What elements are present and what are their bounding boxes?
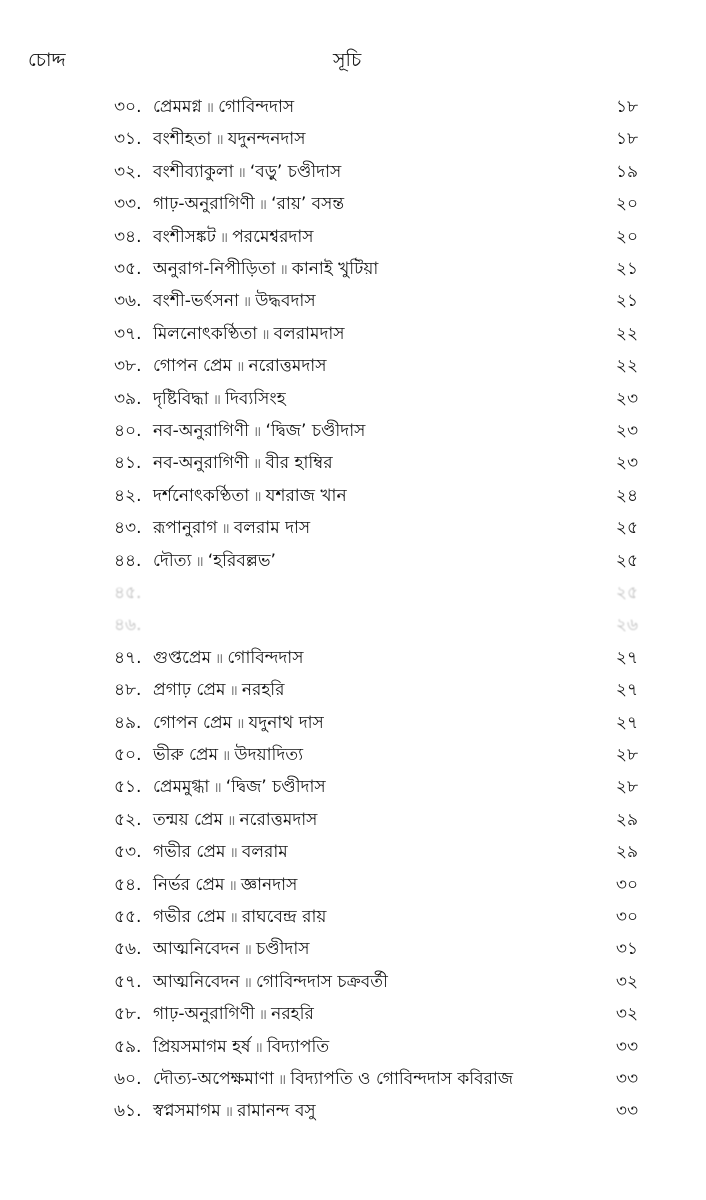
separator-mark: ॥ <box>215 132 224 149</box>
poem-title: রূপানুরাগ <box>153 518 218 539</box>
toc-row <box>0 805 706 835</box>
toc-row <box>0 1032 706 1062</box>
page-number: ৩২ <box>615 971 638 992</box>
entry-number: ৪২. <box>114 485 142 506</box>
poet-name: বিদ্যাপতি ও গোবিন্দদাস কবিরাজ <box>290 1069 514 1089</box>
page-number: ২৩ <box>615 388 638 409</box>
poet-name: বিদ্যাপতি <box>266 1036 330 1057</box>
page-number: ১৯ <box>615 161 638 182</box>
entry-title-line <box>153 1032 329 1063</box>
poem-title: অনুরাগ-নিপীড়িতা <box>153 259 276 279</box>
separator-mark: ॥ <box>254 1039 263 1056</box>
entry-number: ৩৬. <box>114 291 142 312</box>
toc-row <box>0 643 706 673</box>
poem-title: বংশী-ভর্ৎসনা <box>153 291 239 312</box>
poem-title: আত্মনিবেদন <box>153 971 240 992</box>
page-number: ২৭ <box>615 680 638 701</box>
poem-title: বংশীহতা <box>153 129 212 150</box>
entry-number: ৩৯. <box>114 388 142 409</box>
poem-title: গোপন প্রেম <box>153 356 233 377</box>
poet-name: রাঘবেন্দ্র রায় <box>241 907 327 927</box>
toc-row <box>0 1096 706 1126</box>
entry-title-line <box>153 902 326 933</box>
separator-mark: ॥ <box>253 456 262 473</box>
entry-number: ৫২. <box>114 809 142 830</box>
toc-row <box>0 578 706 608</box>
page-number: ৩২ <box>615 1004 638 1025</box>
toc-row <box>0 546 706 576</box>
separator-mark: ॥ <box>236 715 245 732</box>
entry-title-line <box>153 481 347 512</box>
separator-mark: ॥ <box>242 294 252 311</box>
separator-mark: ॥ <box>253 488 262 505</box>
poet-name: গোবিন্দদাস চক্রবর্তী <box>255 971 388 992</box>
poet-name: যদুনাথ দাস <box>248 712 324 733</box>
toc-row <box>0 481 706 511</box>
separator-mark: ॥ <box>215 650 224 667</box>
page-number: ২৭ <box>615 712 638 733</box>
poet-name: নরোত্তমদাস <box>239 809 318 830</box>
poem-title: নির্ভর প্রেম <box>153 874 225 895</box>
poem-title: গাঢ়-অনুরাগিণী <box>153 194 255 215</box>
poet-name: গোবিন্দদাস <box>218 97 295 117</box>
poet-name: বলরাম <box>241 842 288 863</box>
separator-mark: ॥ <box>229 845 238 862</box>
entry-number: ৫৪. <box>114 874 142 895</box>
poem-title: গাঢ়-অনুরাগিণী <box>153 1004 255 1025</box>
poet-name: ‘দ্বিজ’ চণ্ডীদাস <box>225 777 326 798</box>
entry-title-line <box>153 740 303 771</box>
poem-title: নব-অনুরাগিণী <box>153 421 250 441</box>
toc-row <box>0 416 706 446</box>
toc-row <box>0 610 706 640</box>
separator-mark: ॥ <box>222 748 231 764</box>
poem-title: দর্শনোৎকণ্ঠিতা <box>153 485 250 506</box>
poem-title: বংশীসঙ্কট <box>153 226 216 247</box>
separator-mark: ॥ <box>237 164 246 181</box>
poet-name: যশরাজ খান <box>265 485 347 506</box>
entry-number: ৩৩. <box>114 194 142 215</box>
toc-row <box>0 513 706 543</box>
toc-row <box>0 222 706 252</box>
page-number: ২১ <box>615 259 638 279</box>
entry-number: ৪৭. <box>114 647 142 668</box>
page-title: সূচি <box>333 49 362 71</box>
poem-title: বংশীব্যাকুলা <box>153 161 234 182</box>
toc-row <box>0 319 706 349</box>
separator-mark: ॥ <box>258 197 268 214</box>
page-number: ৩১ <box>615 939 638 960</box>
poet-name: জ্ঞানদাস <box>240 874 298 895</box>
toc-row <box>0 967 706 997</box>
page-number: ২৩ <box>615 453 638 474</box>
poet-name: বীর হাম্বির <box>265 453 333 474</box>
toc-row <box>0 708 706 738</box>
entry-number: ৫০. <box>114 745 142 765</box>
entry-title-line <box>153 870 297 901</box>
entry-title-line <box>153 1064 513 1095</box>
separator-mark: ॥ <box>253 424 262 440</box>
page-number: ২৯ <box>615 842 638 863</box>
page-number: ২৪ <box>615 485 638 506</box>
page-number: ১৮ <box>615 97 638 117</box>
entry-number: ৩০. <box>114 97 142 117</box>
poem-title: দৃষ্টিবিদ্ধা <box>153 388 209 409</box>
entry-number: ৫১. <box>114 777 142 798</box>
toc-row <box>0 384 706 414</box>
page-number: ২১ <box>615 291 638 312</box>
poet-name: নরোত্তমদাস <box>248 356 327 377</box>
poet-name: নরহরি <box>271 1004 314 1025</box>
entry-number: ৫৫. <box>114 907 142 927</box>
entry-title-line <box>153 643 303 674</box>
entry-title-line <box>153 92 294 123</box>
separator-mark: ॥ <box>205 100 215 116</box>
entry-number: ৩১. <box>114 129 142 150</box>
entry-number: ৪৪. <box>114 550 142 571</box>
entry-number: ৬০. <box>114 1069 142 1089</box>
poem-title: গুপ্তপ্রেম <box>153 647 212 668</box>
poem-title: দৌত্য-অপেক্ষমাণা <box>153 1069 274 1089</box>
entry-number: ৩৭. <box>114 323 142 344</box>
toc-row <box>0 870 706 900</box>
entry-number: ৪৯. <box>114 712 142 733</box>
entry-number: ৫৭. <box>114 971 142 992</box>
toc-row <box>0 934 706 964</box>
poet-name: যদুনন্দনদাস <box>227 129 306 150</box>
entry-title-line <box>153 967 388 998</box>
toc-row <box>0 124 706 154</box>
entry-title-line <box>153 448 333 479</box>
entry-title-line <box>153 708 324 739</box>
toc-row <box>0 254 706 284</box>
poet-name: বলরাম দাস <box>233 518 311 539</box>
toc-row <box>0 999 706 1029</box>
poem-title: নব-অনুরাগিণী <box>153 453 250 474</box>
entry-number: ৫৬. <box>114 939 142 960</box>
entry-number: ৪৮. <box>114 680 142 701</box>
separator-mark: ॥ <box>229 910 238 926</box>
entry-title-line <box>153 999 314 1030</box>
entry-title-line <box>153 837 288 868</box>
separator-mark: ॥ <box>213 780 222 797</box>
entry-number: ৪১. <box>114 453 142 474</box>
page-number-header: চোদ্দ <box>28 49 66 71</box>
entry-number: ৫৩. <box>114 842 142 863</box>
poet-name: দিব্যসিংহ <box>225 388 286 409</box>
page-number: ৩৩ <box>615 1101 638 1122</box>
entry-title-line <box>153 513 310 544</box>
separator-mark: ॥ <box>261 326 270 343</box>
page-number: ২৭ <box>615 647 638 668</box>
entry-title-line <box>153 934 310 965</box>
poem-title: স্বপ্নসমাগম <box>153 1101 221 1122</box>
toc-row <box>0 92 706 122</box>
page-number: ১৮ <box>615 129 638 150</box>
poet-name: রামানন্দ বসু <box>237 1101 316 1122</box>
poem-title: প্রগাঢ় প্রেম <box>153 680 226 701</box>
toc-row <box>0 157 706 187</box>
poem-title: প্রেমমুগ্ধা <box>153 777 210 798</box>
poet-name: ‘রায়’ বসন্ত <box>271 194 345 215</box>
entry-title-line <box>153 384 286 415</box>
toc-row <box>0 189 706 219</box>
poet-name: বলরামদাস <box>273 323 345 344</box>
entry-title-line <box>153 772 326 803</box>
toc-row <box>0 772 706 802</box>
separator-mark: ॥ <box>227 812 236 829</box>
entry-title-line <box>153 416 365 447</box>
poet-name: উদ্ধবদাস <box>255 291 316 312</box>
poet-name: ‘দ্বিজ’ চণ্ডীদাস <box>265 421 366 441</box>
poem-title: প্রেমমগ্ন <box>153 97 202 117</box>
page-number: ২৫ <box>615 583 638 603</box>
page-number: ২০ <box>615 226 638 247</box>
separator-mark: ॥ <box>279 262 288 278</box>
separator-mark: ॥ <box>229 683 238 700</box>
poet-name: ‘হরিবল্লভ’ <box>207 550 276 571</box>
entry-number: ৩৪. <box>114 226 142 247</box>
separator-mark: ॥ <box>277 1072 287 1088</box>
entry-title-line <box>153 546 276 577</box>
page-number: ২০ <box>615 194 638 215</box>
entry-number: ৬১. <box>114 1101 142 1122</box>
poem-title: তন্ময় প্রেম <box>153 809 224 830</box>
entry-number: ৩৮. <box>114 356 142 377</box>
separator-mark: ॥ <box>195 553 204 570</box>
separator-mark: ॥ <box>219 229 229 246</box>
entry-number: ৫৯. <box>114 1036 142 1057</box>
toc-row <box>0 902 706 932</box>
entry-title-line <box>153 157 341 188</box>
page-number: ২৮ <box>615 777 638 798</box>
entry-title-line <box>153 675 285 706</box>
page-number: ২২ <box>615 323 638 344</box>
page-number: ২৬ <box>615 615 638 636</box>
page-number: ২৫ <box>615 518 638 539</box>
toc-row <box>0 675 706 705</box>
entry-title-line <box>153 189 344 220</box>
page-number: ২৯ <box>615 809 638 830</box>
page-number: ৩০ <box>615 874 638 895</box>
poem-title: গোপন প্রেম <box>153 712 233 733</box>
separator-mark: ॥ <box>243 974 252 991</box>
toc-row <box>0 351 706 381</box>
page-number: ২৫ <box>615 550 638 571</box>
poem-title: ভীরু প্রেম <box>153 745 219 765</box>
entry-title-line <box>153 319 345 350</box>
poem-title: আত্মনিবেদন <box>153 939 240 960</box>
separator-mark: ॥ <box>212 391 222 408</box>
entry-number: ৫৮. <box>114 1004 142 1025</box>
separator-mark: ॥ <box>258 1007 268 1024</box>
page-number: ৩০ <box>615 907 638 927</box>
entry-title-line <box>153 222 314 253</box>
poet-name: চণ্ডীদাস <box>255 939 310 960</box>
separator-mark: ॥ <box>236 359 245 376</box>
poem-title: গভীর প্রেম <box>153 842 226 863</box>
entry-title-line <box>153 1096 316 1127</box>
poet-name: উদয়াদিত্য <box>234 745 304 765</box>
poet-name: কানাই খুটিয়া <box>291 259 379 279</box>
page-number: ২৮ <box>615 745 638 765</box>
poem-title: গভীর প্রেম <box>153 907 226 927</box>
toc-row <box>0 286 706 316</box>
entry-title-line <box>153 254 378 285</box>
toc-row <box>0 448 706 478</box>
entry-number: ৪৬. <box>114 615 142 636</box>
poet-name: পরমেশ্বরদাস <box>232 226 314 247</box>
entry-title-line <box>153 124 305 155</box>
page-number: ২৩ <box>615 421 638 441</box>
toc-row <box>0 740 706 770</box>
separator-mark: ॥ <box>221 521 230 538</box>
separator-mark: ॥ <box>224 1104 234 1121</box>
entry-number: ৪০. <box>114 421 142 441</box>
poem-title: প্রিয়সমাগম হর্ষ <box>153 1036 251 1057</box>
entry-title-line <box>153 286 316 317</box>
entry-number: ৪৫. <box>114 583 142 603</box>
separator-mark: ॥ <box>243 942 252 959</box>
toc-row <box>0 1064 706 1094</box>
entry-number: ৪৩. <box>114 518 142 539</box>
page-number: ৩৩ <box>615 1069 638 1089</box>
entry-title-line <box>153 805 317 836</box>
poem-title: মিলনোৎকণ্ঠিতা <box>153 323 258 344</box>
poet-name: নরহরি <box>241 680 285 701</box>
poet-name: গোবিন্দদাস <box>227 647 304 668</box>
poet-name: ‘বড়ু’ চণ্ডীদাস <box>249 161 342 182</box>
poem-title: দৌত্য <box>153 550 192 571</box>
page-number: ৩৩ <box>615 1036 638 1057</box>
entry-title-line <box>153 351 326 382</box>
entry-number: ৩২. <box>114 161 142 182</box>
toc-row <box>0 837 706 867</box>
separator-mark: ॥ <box>228 877 237 894</box>
page-number: ২২ <box>615 356 638 377</box>
entry-number: ৩৫. <box>114 259 142 279</box>
